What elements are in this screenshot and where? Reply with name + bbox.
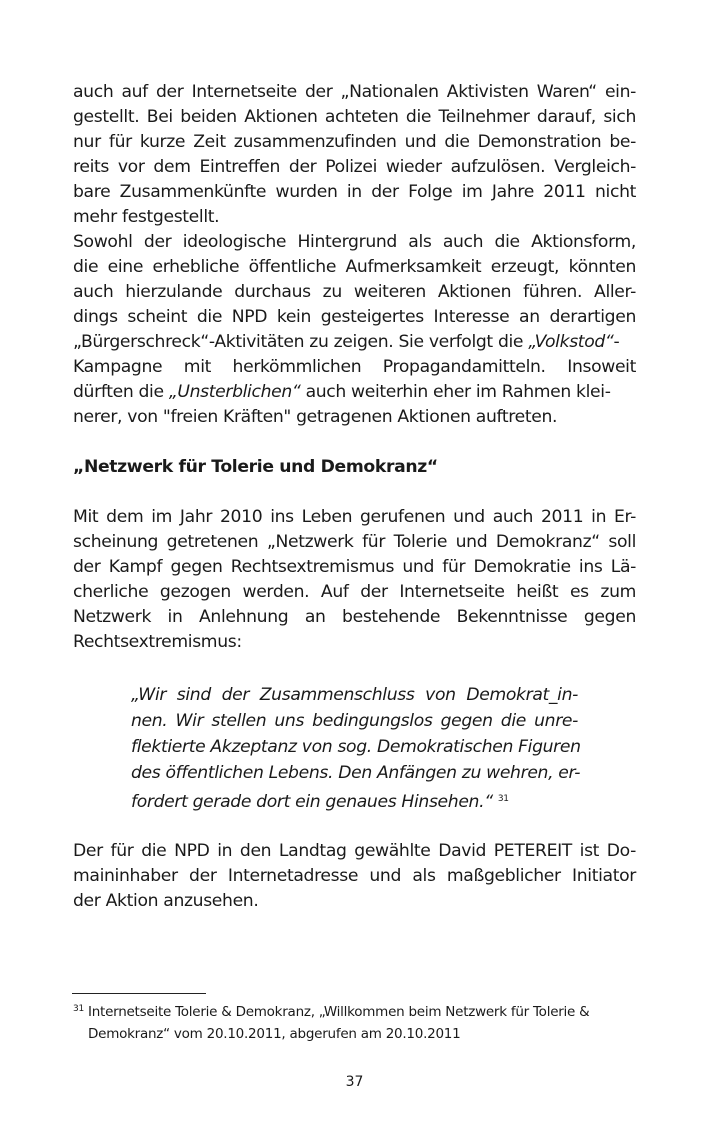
quote-line: „Wir sind der Zusammenschluss von Demokrat_in- [131,685,578,705]
paragraph-2 [73,230,636,430]
text-line: Mit dem im Jahr 2010 ins Leben gerufenen und auch 2011 in Er- [73,507,636,527]
text-line: Sowohl der ideologische Hintergrund als auch die Aktionsform, [73,232,636,252]
text-line: mehr festgestellt. [73,207,220,227]
text-line: Rechtsextremismus: [73,632,242,652]
text-segment: auch weiterhin eher im Rahmen klei- [300,382,611,402]
italic-term-unsterblichen: „Unsterblichen“ [168,382,301,402]
quote-line: flektierte Akzeptanz von sog. Demokratischen Figuren [131,737,581,757]
text-line: gestellt. Bei beiden Aktionen achteten die Teilnehmer darauf, sich [73,107,636,127]
footnote-separator [72,993,206,994]
text-line: Netzwerk in Anlehnung an bestehende Bekenntnisse gegen [73,607,636,627]
section-heading: „Netzwerk für Tolerie und Demokranz“ [73,457,438,477]
text-line: dings scheint die NPD kein gesteigertes Interesse an derartigen [73,307,636,327]
text-line: bare Zusammenkünfte wurden in der Folge im Jahre 2011 nicht [73,182,636,202]
quote-line: nen. Wir stellen uns bedingungslos gegen die unre- [131,711,578,731]
text-line: reits vor dem Eintreffen der Polizei wieder aufzulösen. Vergleich- [73,157,636,177]
footnote-line: Demokranz“ vom 20.10.2011, abgerufen am 20.10.2011 [88,1026,461,1042]
footnote-line: Internetseite Tolerie & Demokranz, „Willkommen beim Netzwerk für Tolerie & [88,1004,590,1020]
footnote-reference: 31 [497,794,509,804]
page-body [73,80,636,914]
text-line: die eine erhebliche öffentliche Aufmerksamkeit erzeugt, könnten [73,257,636,277]
page-number: 37 [345,1074,364,1090]
text-line: der Kampf gegen Rechtsextremismus und für Demokratie ins Lä- [73,557,636,577]
text-line: nerer, von "freien Kräften" getragenen Aktionen auftreten. [73,407,558,427]
text-line: Der für die NPD in den Landtag gewählte David PETEREIT ist Do- [73,841,636,861]
text-line: der Aktion anzusehen. [73,891,259,911]
paragraph-3 [73,505,636,655]
text-segment: - [613,332,620,352]
quote-line: des öffentlichen Lebens. Den Anfängen zu wehren, er- [131,763,581,783]
text-segment: „Bürgerschreck“-Aktivitäten zu zeigen. Sie verfolgt die [73,332,529,352]
text-line: auch auf der Internetseite der „Nationalen Aktivisten Waren“ ein- [73,82,636,102]
footnote-number: 31 [73,1004,84,1014]
text-line: maininhaber der Internetadresse und als maßgeblicher Initiator [73,866,636,886]
block-quote [131,682,581,812]
quote-line [131,786,578,812]
quote-text: fordert gerade dort ein genaues Hinsehen.“ [131,792,493,812]
italic-term-volkstod: „Volkstod“ [528,332,614,352]
text-line: Kampagne mit herkömmlichen Propagandamitteln. Insoweit [73,357,636,377]
paragraph-4 [73,839,636,914]
text-line: auch hierzulande durchaus zu weiteren Aktionen führen. Aller- [73,282,636,302]
paragraph-1 [73,80,636,230]
text-line: nur für kurze Zeit zusammenzufinden und die Demonstration be- [73,132,636,152]
text-line [73,380,636,405]
footnote [73,1001,636,1045]
text-line: scheinung getretenen „Netzwerk für Tolerie und Demokranz“ soll [73,532,636,552]
text-line: cherliche gezogen werden. Auf der Internetseite heißt es zum [73,582,636,602]
text-line [73,330,636,355]
text-segment: dürften die [73,382,169,402]
